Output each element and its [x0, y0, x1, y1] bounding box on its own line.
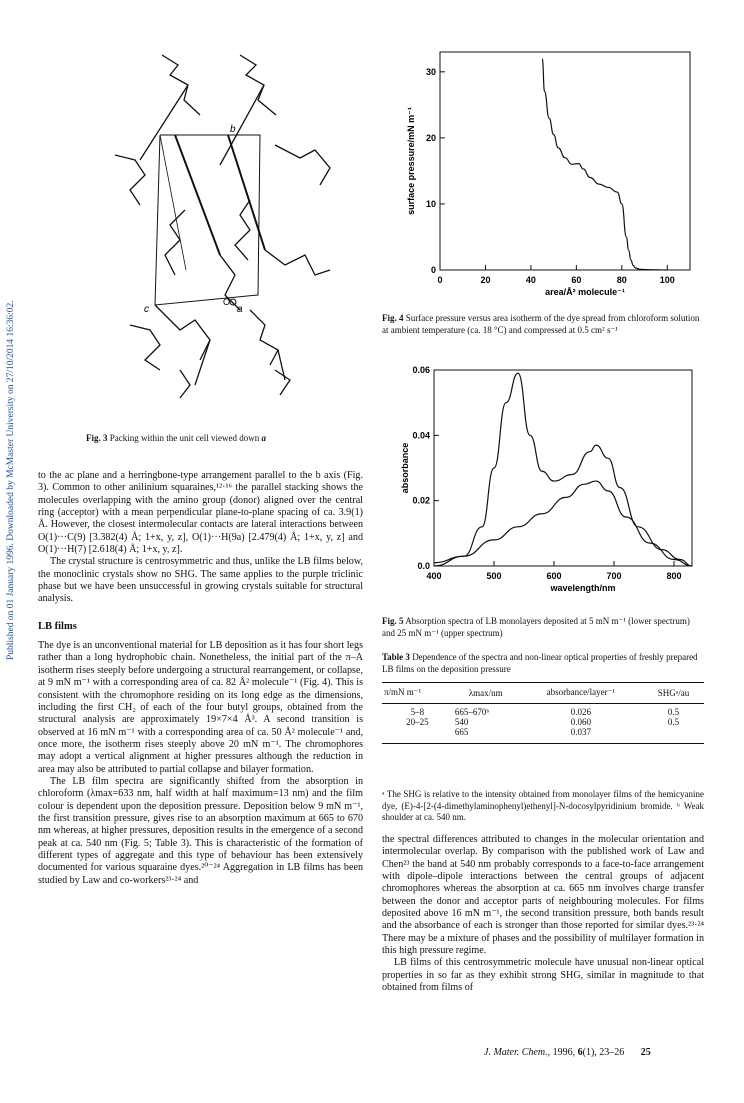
section-heading-lb-films: LB films	[38, 620, 77, 632]
fig5-x-tick-label: 400	[426, 571, 442, 581]
fig4-caption	[382, 313, 704, 336]
table-row	[382, 717, 704, 727]
page-number: 25	[640, 1047, 651, 1058]
fig4-y-tick-label: 30	[425, 66, 436, 77]
fig5-y-tick-label: 0.06	[412, 365, 430, 375]
table3-cell: 0.037	[570, 727, 591, 737]
table3-header: λmax/nm	[468, 687, 503, 698]
fig5-y-tick-label: 0.0	[417, 561, 430, 571]
fig5-y-tick-label: 0.02	[412, 495, 430, 506]
fig4-x-tick-label: 20	[480, 275, 491, 285]
table3-cell: 0.060	[570, 717, 591, 727]
fig5-x-tick-label: 800	[666, 571, 682, 581]
table3-cell: 20–25	[406, 717, 429, 727]
table3-title-label: Table 3	[382, 652, 410, 662]
footer-year: 1996,	[552, 1047, 576, 1058]
fig5-y-tick-label: 0.04	[412, 430, 430, 441]
table3-header: π/mN m⁻¹	[384, 687, 422, 698]
fig4-chart	[384, 42, 704, 304]
fig4-x-tick-label: 80	[616, 275, 627, 285]
table3-cell: 0.5	[667, 707, 680, 717]
table3-cell: 0.026	[570, 707, 591, 717]
fig3-caption-label: Fig. 3	[86, 433, 108, 443]
table3-footnote: ᵃ The SHG is relative to the intensity obtained from monolayer films of the hemicyanine dye, (E)-4-[2-(4-dimethylaminophenyl)ethenyl]-N-docosylpyridinium bromide. ᵇ Weak shoulder at ca. 540 nm.	[382, 789, 704, 822]
right-paragraph-2: LB films of this centrosymmetric molecule have unusual non-linear optical properties in so far as they exhibit strong SHG, similar in magnitude to that obtained from films of	[382, 957, 704, 994]
fig5-frame	[434, 370, 692, 566]
left-paragraph-4: The LB film spectra are significantly shifted from the absorption in chloroform (λmax=633 nm, half width at half maximum=13 nm) and the film colour is dependent upon the deposition pressure. Deposition below 9 mN m⁻¹, the first transition pressure, gives rise to an absorption maximum at 665 to 670 nm whereas, at higher pressures, deposition results in the emergence of a second peak at ca. 540 nm (Fig. 5; Table 3). This is characteristic of the formation of different types of aggregate and this type of behaviour has been extensively documented for various squaraine dyes.²⁰⁻²⁴ Aggregation in LB films has been studied by Law and co-workers²³·²⁴ and	[38, 775, 363, 886]
table-row	[382, 707, 704, 717]
fig3-caption-axis: a	[261, 433, 266, 443]
fig5-caption	[382, 616, 704, 639]
table3-header: SHGᵃ/au	[657, 687, 690, 698]
fig4-y-tick-label: 0	[430, 265, 436, 275]
table3-cell: 540	[454, 717, 469, 727]
left-paragraph-3: The dye is an unconventional material for LB deposition as it has four short legs rather than a long hydrophobic chain. Nonetheless, the initial part of the π–A isotherm rises steeply before undergoing a structural rearrangement, or collapse, at 9 mN m⁻¹ with a corresponding area of ca. 82 Å² molecule⁻¹ (Fig. 4). This is consistent with the chromophore residing on its long edge as the dimensions, including the first CH₂ of each of the four butyl groups, obtained from the structural analysis are approximately 19×7×4 Å³. A second transition is observed at 16 mN m⁻¹ with a corresponding area of ca. 50 Å² molecule⁻¹ and, once more, the isotherm rises steeply above 20 mN m⁻¹. The chromophores may adopt a vertical alignment at higher pressures although the reduction in area may also be attributed to partial collapse and bilayer formation.	[38, 640, 363, 775]
left-paragraph-2: The crystal structure is centrosymmetric and thus, unlike the LB films below, the monoclinic crystals show no SHG. The same applies to the purple triclinic phase but we have been unsuccessful in growing crystals suitable for structural analysis.	[38, 556, 363, 605]
fig3-packing-drawing	[100, 40, 340, 400]
footer-volume: 6	[577, 1047, 583, 1058]
fig5-series-line-2	[434, 481, 692, 566]
table3-cell: 665	[454, 727, 469, 737]
fig4-x-axis-label: area/Å² molecule⁻¹	[545, 287, 625, 297]
table3	[382, 682, 704, 744]
fig5-caption-label: Fig. 5	[382, 616, 404, 626]
table3-header: absorbance/layer⁻¹	[546, 687, 616, 698]
fig3-caption-text: Packing within the unit cell viewed down	[109, 433, 260, 443]
fig4-y-axis-label: surface pressure/mN m⁻¹	[406, 107, 416, 215]
fig4-series-line-1	[542, 59, 667, 270]
fig5-x-tick-label: 700	[606, 571, 622, 581]
table-row	[382, 727, 704, 737]
fig3-axis-a: a	[237, 304, 243, 315]
fig5-series-line-1	[434, 373, 692, 566]
table3-title-text: Dependence of the spectra and non-linear optical properties of freshly prepared LB films on the deposition pressure	[382, 652, 698, 674]
fig4-frame	[440, 52, 690, 270]
fig5-x-tick-label: 600	[546, 571, 562, 581]
fig3-axis-b: b	[230, 124, 236, 135]
right-column	[382, 834, 704, 994]
fig3-axis-c: c	[144, 304, 149, 315]
left-paragraph-1: to the ac plane and a herringbone-type arrangement parallel to the b axis (Fig. 3). Common to other anilinium squaraines,¹²·¹⁶ the parallel stacking shows the molecules overlapping with the amino group (donor) aligned over the central ring (acceptor) with a mean perpendicular plane-to-plane spacing of ca. 3.9(1) Å. However, the closest intermolecular contacts are lateral interactions between O(1)···C(9) [3.382(4) Å; 1+x, y, z], O(1)···H(9a) [2.479(4) Å; 1+x, y, z] and O(1)···H(7) [2.618(4) Å; 1+x, y, z].	[38, 470, 363, 556]
table3-header-row	[382, 683, 704, 703]
fig3-caption	[86, 433, 266, 445]
fig5-chart	[384, 362, 704, 614]
fig4-x-tick-label: 40	[525, 275, 536, 285]
download-watermark	[6, 140, 20, 660]
table3-cell	[382, 727, 453, 737]
right-paragraph-1: the spectral differences attributed to changes in the molecular orientation and intermolecular overlap. By comparison with the published work of Law and Chen²³ the band at 540 nm probably corresponds to a face-to-face arrangement with dipole–dipole interactions between the central groups of adjacent chromophores whereas the absorption at ca. 665 nm involves charge transfer between the donor and acceptor parts of neighbouring molecules. For films deposited above 16 mN m⁻¹, the second transition pressure, both bands result and the absorbance of each is stronger than those reported for similar dyes.²³·²⁴ There may be a mixture of phases and the possibility of multilayer formation in this high pressure regime.	[382, 834, 704, 957]
download-watermark-text: Published on 01 January 1996. Downloaded by McMaster University on 27/10/2014 16:36:02.	[6, 300, 16, 660]
fig4-x-tick-label: 60	[571, 275, 582, 285]
fig5-x-tick-label: 500	[486, 571, 502, 581]
footer-journal: J. Mater. Chem.,	[484, 1047, 551, 1058]
fig4-y-tick-label: 20	[425, 132, 436, 143]
table3-title	[382, 652, 704, 675]
fig4-x-tick-label: 100	[659, 275, 675, 285]
table3-cell: 0.5	[667, 717, 680, 727]
fig4-caption-text: Surface pressure versus area isotherm of the dye spread from chloroform solution at ambient temperature (ca. 18 °C) and compressed at 0.5 cm² s⁻¹	[382, 313, 700, 335]
fig4-caption-label: Fig. 4	[382, 313, 404, 323]
page-footer	[484, 1047, 651, 1058]
table3-cell	[643, 727, 704, 737]
table3-cell: 5–8	[410, 707, 425, 717]
fig4-y-tick-label: 10	[425, 198, 436, 209]
left-column	[38, 470, 363, 887]
fig5-caption-text: Absorption spectra of LB monolayers deposited at 5 mN m⁻¹ (lower spectrum) and 25 mN m⁻¹ (upper spectrum)	[382, 616, 690, 638]
fig5-y-axis-label: absorbance	[400, 442, 410, 494]
table3-cell: 665–670ᵇ	[454, 707, 490, 717]
footer-issue-pages: (1), 23–26	[582, 1047, 625, 1058]
fig4-x-tick-label: 0	[437, 275, 443, 285]
fig5-x-axis-label: wavelength/nm	[550, 583, 616, 593]
fig3-origin: O	[223, 297, 231, 307]
